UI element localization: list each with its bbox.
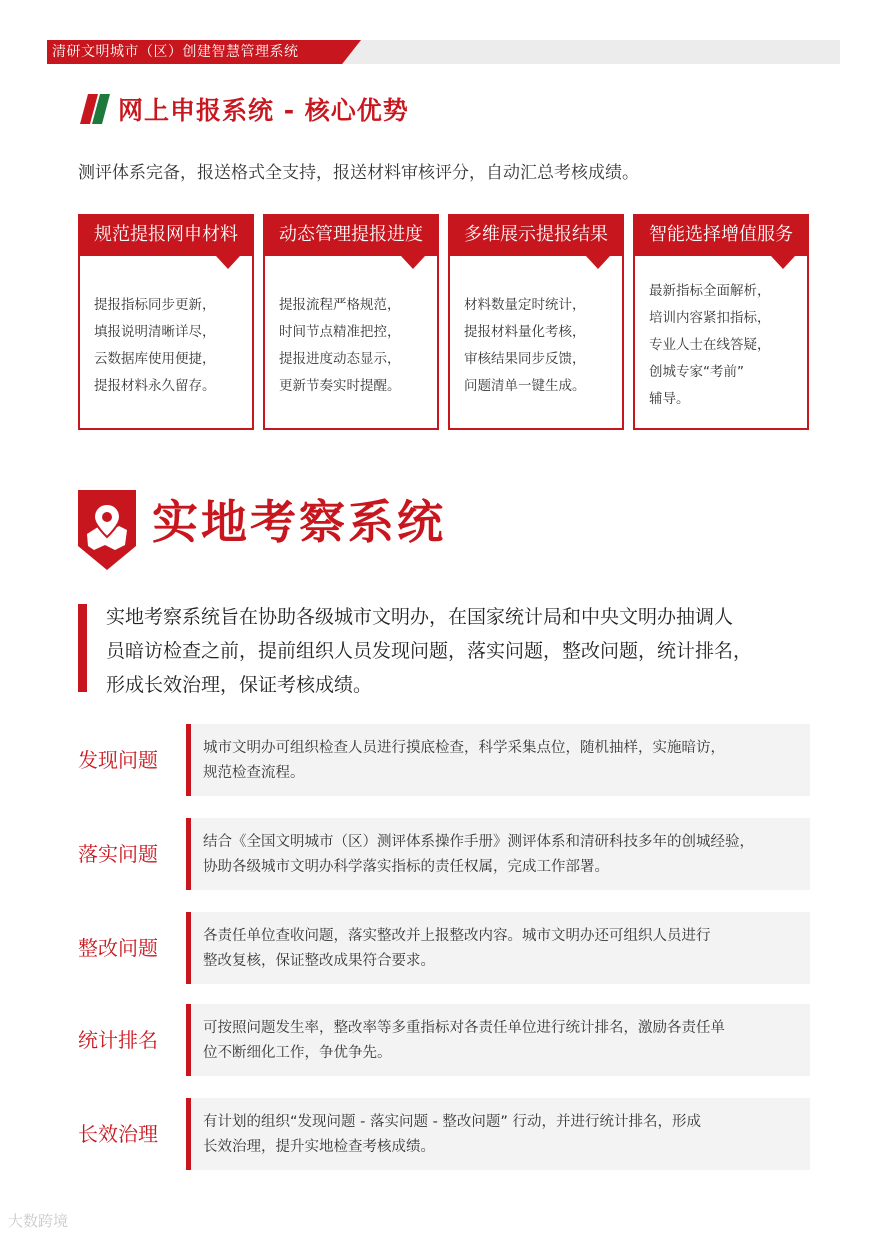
card-text [94,292,244,400]
header-gray-strip [330,40,840,64]
intro-line: 实地考察系统旨在协助各级城市文明办，在国家统计局和中央文明办抽调人 [106,606,734,628]
feature-label: 统计排名 [78,1028,158,1052]
card-text [279,292,429,400]
feature-card [78,214,254,430]
intro-line: 员暗访检查之前，提前组织人员发现问题，落实问题，整改问题，统计排名， [106,640,753,662]
feature-line: 位不断细化工作，争优争先。 [203,1045,392,1061]
card-line: 更新节奏实时提醒。 [279,378,401,394]
feature-line: 整改复核，保证整改成果符合要求。 [203,953,435,969]
card-line: 辅导。 [649,391,690,407]
feature-line: 可按照问题发生率，整改率等多重指标对各责任单位进行统计排名，激励各责任单 [203,1020,725,1036]
card-notch-icon [401,256,425,269]
feature-row [78,1098,810,1170]
feature-line: 各责任单位查收问题，落实整改并上报整改内容。城市文明办还可组织人员进行 [203,928,711,944]
feature-box [191,818,810,890]
card-notch-icon [216,256,240,269]
feature-card [633,214,809,430]
card-body [263,256,439,430]
feature-box [191,1098,810,1170]
card-title: 规范提报网申材料 [78,214,254,256]
card-text [649,278,799,413]
card-line: 填报说明清晰详尽， [94,324,216,340]
feature-label: 落实问题 [78,842,158,866]
feature-label: 长效治理 [78,1122,158,1146]
watermark: 大数跨境 [8,1212,69,1230]
card-line: 提报进度动态显示， [279,351,401,367]
section-intro-online-report: 测评体系完备，报送格式全支持，报送材料审核评分，自动汇总考核成绩。 [78,163,639,183]
card-title: 动态管理提报进度 [263,214,439,256]
card-line: 创城专家“考前” [649,364,744,380]
section-intro-field-inspection [106,600,816,702]
header-title: 清研文明城市（区）创建智慧管理系统 [52,44,299,60]
feature-text [203,924,804,974]
header-band [0,40,840,66]
intro-line: 形成长效治理，保证考核成绩。 [106,674,373,696]
card-line: 最新指标全面解析， [649,283,771,299]
map-pin-icon [78,490,136,570]
card-line: 专业人士在线答疑， [649,337,771,353]
feature-text [203,1016,804,1066]
feature-box [191,1004,810,1076]
feature-row [78,724,810,796]
section-title-field-inspection: 实地考察系统 [152,495,446,549]
feature-row [78,818,810,890]
feature-card [263,214,439,430]
feature-line: 规范检查流程。 [203,765,305,781]
feature-row [78,1004,810,1076]
card-line: 云数据库使用便捷， [94,351,216,367]
card-line: 问题清单一键生成。 [464,378,586,394]
card-text [464,292,614,400]
card-body [633,256,809,430]
feature-text [203,1110,804,1160]
feature-card [448,214,624,430]
card-line: 培训内容紧扣指标， [649,310,771,326]
feature-label: 发现问题 [78,748,158,772]
feature-text [203,830,804,880]
feature-line: 长效治理，提升实地检查考核成绩。 [203,1139,435,1155]
card-line: 提报指标同步更新， [94,297,216,313]
card-body [448,256,624,430]
card-body [78,256,254,430]
brand-stripes-icon [78,92,112,126]
card-line: 提报流程严格规范， [279,297,401,313]
feature-line: 城市文明办可组织检查人员进行摸底检查，科学采集点位，随机抽样，实施暗访， [203,740,725,756]
intro-accent-bar [78,604,87,692]
card-line: 提报材料永久留存。 [94,378,216,394]
feature-label: 整改问题 [78,936,158,960]
card-title: 智能选择增值服务 [633,214,809,256]
section-title-online-report: 网上申报系统 - 核心优势 [118,96,409,125]
card-line: 提报材料量化考核， [464,324,586,340]
card-line: 审核结果同步反馈， [464,351,586,367]
feature-box [191,724,810,796]
card-notch-icon [771,256,795,269]
feature-box [191,912,810,984]
card-line: 时间节点精准把控， [279,324,401,340]
card-line: 材料数量定时统计， [464,297,586,313]
feature-text [203,736,804,786]
feature-row [78,912,810,984]
feature-line: 有计划的组织“发现问题 - 落实问题 - 整改问题” 行动，并进行统计排名，形成 [203,1114,702,1130]
feature-line: 协助各级城市文明办科学落实指标的责任权属，完成工作部署。 [203,859,609,875]
card-notch-icon [586,256,610,269]
card-title: 多维展示提报结果 [448,214,624,256]
feature-line: 结合《全国文明城市（区）测评体系操作手册》测评体系和清研科技多年的创城经验， [203,834,754,850]
